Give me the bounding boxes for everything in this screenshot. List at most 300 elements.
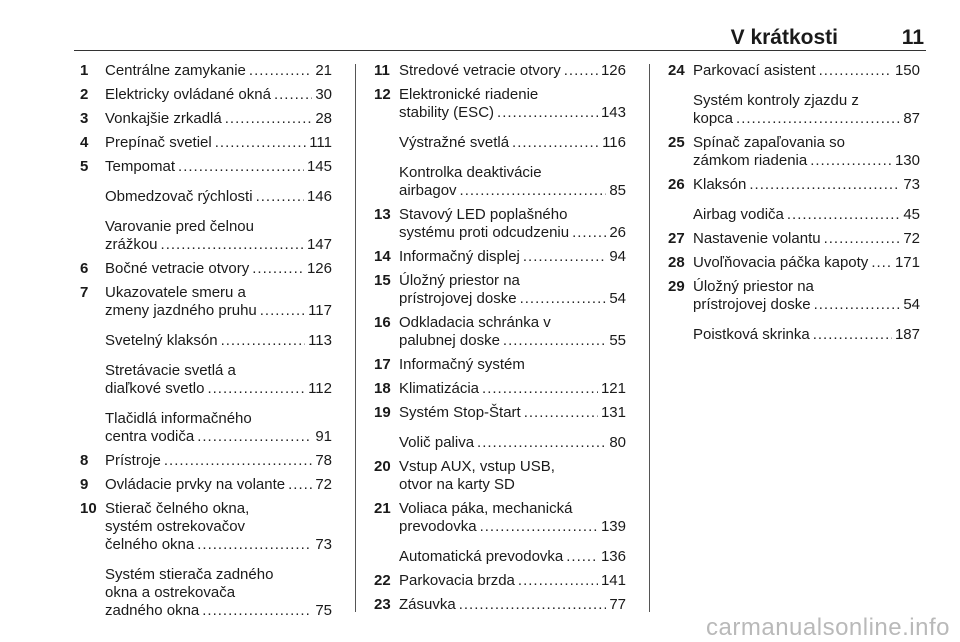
page-number: 11: [901, 26, 924, 49]
entry-text: [693, 206, 920, 224]
entry-text: [693, 326, 920, 344]
item-number: 13: [374, 206, 391, 223]
entry-text: [105, 86, 332, 104]
entry-label-line: Vstup AUX, vstup USB,: [399, 458, 555, 475]
entry-text: [399, 380, 626, 398]
entry-last-line: [693, 152, 920, 170]
index-entry: [80, 158, 332, 176]
index-entry: [374, 134, 626, 152]
entry-last-line: [399, 134, 626, 152]
entry-text: [105, 260, 332, 278]
dot-leader: [566, 548, 598, 566]
page-reference: 145: [306, 158, 332, 175]
entry-label-line: Systém stierača zadného: [105, 566, 274, 583]
dot-leader: [810, 152, 892, 170]
page-reference: 126: [306, 260, 332, 277]
entry-label: Automatická prevodovka: [399, 548, 564, 565]
entry-last-line: [399, 596, 626, 614]
dot-leader: [460, 182, 607, 200]
item-number: 25: [668, 134, 685, 151]
page-reference: 55: [609, 332, 626, 349]
entry-text: [105, 476, 332, 494]
page-reference: 54: [903, 296, 920, 313]
index-entry: [80, 476, 332, 494]
item-number: [80, 362, 105, 398]
dot-leader: [459, 596, 607, 614]
entry-label-line: Stierač čelného okna,: [105, 500, 250, 517]
item-number: [668, 206, 693, 224]
entry-last-line: [399, 224, 626, 242]
entry-text: [105, 110, 332, 128]
page-reference: 121: [600, 380, 626, 397]
dot-leader: [164, 452, 312, 470]
dot-leader: [819, 62, 892, 80]
page-reference: 187: [894, 326, 920, 343]
page-header: [74, 22, 926, 51]
entry-last-line: [105, 86, 332, 104]
entry-label: stability (ESC): [399, 104, 495, 121]
item-number: [374, 548, 399, 566]
entry-last-line: [105, 536, 332, 554]
index-entry: [668, 278, 920, 314]
index-entry: [374, 164, 626, 200]
index-entry: [374, 86, 626, 122]
entry-last-line: [399, 518, 626, 536]
page-reference: 26: [609, 224, 626, 241]
entry-label: systému proti odcudzeniu: [399, 224, 570, 241]
entry-label-line: Systém kontroly zjazdu z: [693, 92, 859, 109]
page-reference: 126: [600, 62, 626, 79]
page-reference: 87: [903, 110, 920, 127]
index-entry: [374, 500, 626, 536]
entry-text: [399, 248, 626, 266]
dot-leader: [197, 536, 312, 554]
page-reference: 136: [600, 548, 626, 565]
entry-last-line: [399, 572, 626, 590]
item-number: 4: [80, 134, 89, 151]
item-number: [668, 92, 693, 128]
item-number: 26: [668, 176, 685, 193]
entry-last-line: [105, 476, 332, 494]
entry-label: zmeny jazdného pruhu: [105, 302, 257, 319]
index-entry: [374, 356, 626, 374]
dot-leader: [197, 428, 312, 446]
page-reference: 73: [903, 176, 920, 193]
dot-leader: [824, 230, 901, 248]
page-reference: 150: [894, 62, 920, 79]
entry-last-line: [693, 206, 920, 224]
entry-last-line: [693, 176, 920, 194]
entry-text: [399, 434, 626, 452]
page-reference: 91: [315, 428, 332, 445]
entry-last-line: [399, 62, 626, 80]
index-entry: [80, 500, 332, 554]
item-number: 8: [80, 452, 89, 469]
entry-text: [399, 500, 626, 536]
entry-label-line: Stretávacie svetlá a: [105, 362, 236, 379]
entry-text: [399, 548, 626, 566]
page-reference: 131: [600, 404, 626, 421]
index-entry: [668, 134, 920, 170]
page-reference: 112: [308, 380, 332, 397]
entry-label: palubnej doske: [399, 332, 500, 349]
page-reference: 77: [609, 596, 626, 613]
item-number: [80, 566, 105, 620]
dot-leader: [480, 518, 598, 536]
dot-leader: [252, 260, 304, 278]
dot-leader: [512, 134, 599, 152]
index-entry: [80, 110, 332, 128]
entry-text: [105, 62, 332, 80]
entry-last-line: [105, 302, 332, 320]
dot-leader: [749, 176, 900, 194]
entry-last-line: [693, 62, 920, 80]
page-reference: 143: [600, 104, 626, 121]
entry-text: [105, 362, 332, 398]
entry-label: Tempomat: [105, 158, 176, 175]
page-reference: 117: [308, 302, 332, 319]
entry-label: Nastavenie volantu: [693, 230, 821, 247]
entry-label: Uvoľňovacia páčka kapoty: [693, 254, 869, 271]
page-reference: 45: [903, 206, 920, 223]
page-reference: 80: [609, 434, 626, 451]
entry-label: otvor na karty SD: [399, 476, 515, 493]
dot-leader: [249, 62, 312, 80]
dot-leader: [256, 188, 304, 206]
index-entry: [374, 434, 626, 452]
item-number: 14: [374, 248, 391, 265]
page-reference: 85: [609, 182, 626, 199]
entry-last-line: [105, 62, 332, 80]
entry-text: [693, 176, 920, 194]
entry-label: Volič paliva: [399, 434, 475, 451]
entry-label: prístrojovej doske: [693, 296, 811, 313]
entry-text: [105, 188, 332, 206]
entry-last-line: [105, 602, 332, 620]
dot-leader: [813, 326, 892, 344]
dot-leader: [207, 380, 305, 398]
index-entry: [374, 380, 626, 398]
index-entry: [374, 548, 626, 566]
entry-text: [105, 284, 332, 320]
entry-label: Poistková skrinka: [693, 326, 810, 343]
index-entry: [80, 134, 332, 152]
dot-leader: [482, 380, 598, 398]
entry-label: Informačný systém: [399, 356, 525, 373]
dot-leader: [202, 602, 312, 620]
entry-text: [399, 572, 626, 590]
index-entry: [668, 230, 920, 248]
entry-text: [399, 314, 626, 350]
item-number: 2: [80, 86, 89, 103]
entry-text: [399, 272, 626, 308]
page-reference: 72: [315, 476, 332, 493]
index-entry: [80, 452, 332, 470]
entry-text: [399, 164, 626, 200]
index-entry: [80, 86, 332, 104]
page-reference: 30: [315, 86, 332, 103]
item-number: 12: [374, 86, 391, 103]
index-entry: [80, 362, 332, 398]
entry-label: Svetelný klaksón: [105, 332, 218, 349]
entry-label: prevodovka: [399, 518, 477, 535]
entry-text: [693, 230, 920, 248]
dot-leader: [215, 134, 306, 152]
index-entry: [374, 596, 626, 614]
entry-label: Obmedzovač rýchlosti: [105, 188, 253, 205]
entry-last-line: [693, 230, 920, 248]
entry-last-line: [105, 260, 332, 278]
item-number: 6: [80, 260, 89, 277]
item-number: 22: [374, 572, 391, 589]
entry-text: [693, 134, 920, 170]
entry-last-line: [105, 110, 332, 128]
entry-text: [105, 500, 332, 554]
dot-leader: [288, 476, 312, 494]
entry-label: Klimatizácia: [399, 380, 480, 397]
entry-label: Airbag vodiča: [693, 206, 784, 223]
entry-label: Bočné vetracie otvory: [105, 260, 250, 277]
entry-label: Prepínač svetiel: [105, 134, 212, 151]
item-number: [668, 326, 693, 344]
item-number: 17: [374, 356, 391, 373]
entry-last-line: [105, 134, 332, 152]
page-reference: 147: [306, 236, 332, 253]
page-reference: 146: [306, 188, 332, 205]
index-entry: [80, 218, 332, 254]
item-number: [80, 218, 105, 254]
entry-last-line: [399, 356, 626, 374]
item-number: [80, 332, 105, 350]
page-reference: 141: [600, 572, 626, 589]
entry-last-line: [399, 104, 626, 122]
index-entry: [374, 62, 626, 80]
entry-text: [399, 404, 626, 422]
item-number: 23: [374, 596, 391, 613]
entry-last-line: [399, 548, 626, 566]
entry-label-line: systém ostrekovačov: [105, 518, 246, 535]
entry-label: airbagov: [399, 182, 457, 199]
index-entry: [374, 458, 626, 494]
entry-last-line: [105, 380, 332, 398]
index-entry: [374, 404, 626, 422]
entry-label: Systém Stop-Štart: [399, 404, 521, 421]
entry-label-line: Spínač zapaľovania so: [693, 134, 845, 151]
item-number: [374, 164, 399, 200]
entry-label: kopca: [693, 110, 734, 127]
index-entry: [668, 206, 920, 224]
toc-column-2: [374, 62, 626, 620]
item-number: 19: [374, 404, 391, 421]
item-number: [80, 188, 105, 206]
entry-label: Ovládacie prvky na volante: [105, 476, 286, 493]
entry-text: [105, 410, 332, 446]
dot-leader: [161, 236, 304, 254]
entry-text: [105, 158, 332, 176]
entry-last-line: [105, 158, 332, 176]
entry-last-line: [105, 332, 332, 350]
index-entry: [374, 272, 626, 308]
dot-leader: [260, 302, 305, 320]
index-entry: [668, 92, 920, 128]
index-entry: [80, 62, 332, 80]
column-divider: [649, 64, 650, 612]
dot-leader: [871, 254, 892, 272]
item-number: 16: [374, 314, 391, 331]
page-reference: 94: [609, 248, 626, 265]
entry-last-line: [105, 236, 332, 254]
entry-text: [399, 62, 626, 80]
entry-last-line: [693, 254, 920, 272]
entry-label: Elektricky ovládané okná: [105, 86, 271, 103]
index-entry: [374, 206, 626, 242]
entry-label-line: Úložný priestor na: [399, 272, 520, 289]
entry-last-line: [105, 452, 332, 470]
index-entry: [80, 566, 332, 620]
dot-leader: [814, 296, 901, 314]
entry-label: Informačný displej: [399, 248, 520, 265]
page-reference: 171: [894, 254, 920, 271]
page-reference: 111: [309, 134, 332, 151]
item-number: [374, 134, 399, 152]
column-divider: [355, 64, 356, 612]
entry-last-line: [399, 248, 626, 266]
index-entry: [668, 254, 920, 272]
entry-text: [105, 452, 332, 470]
entry-last-line: [693, 110, 920, 128]
entry-text: [693, 278, 920, 314]
item-number: [374, 434, 399, 452]
index-entry: [668, 62, 920, 80]
entry-last-line: [399, 380, 626, 398]
item-number: 18: [374, 380, 391, 397]
entry-label-line: Úložný priestor na: [693, 278, 814, 295]
entry-last-line: [399, 404, 626, 422]
index-entry: [668, 176, 920, 194]
dot-leader: [787, 206, 900, 224]
entry-label-line: Odkladacia schránka v: [399, 314, 551, 331]
item-number: 3: [80, 110, 89, 127]
page-reference: 116: [602, 134, 626, 151]
page-reference: 139: [600, 518, 626, 535]
dot-leader: [524, 404, 598, 422]
watermark: carmanualsonline.info: [706, 614, 950, 641]
page-reference: 72: [903, 230, 920, 247]
entry-label-line: Voliaca páka, mechanická: [399, 500, 573, 517]
entry-text: [399, 596, 626, 614]
entry-last-line: [399, 182, 626, 200]
entry-label: zrážkou: [105, 236, 158, 253]
entry-label-line: Kontrolka deaktivácie: [399, 164, 542, 181]
page-reference: 54: [609, 290, 626, 307]
item-number: 28: [668, 254, 685, 271]
entry-text: [693, 254, 920, 272]
entry-last-line: [399, 434, 626, 452]
index-entry: [80, 260, 332, 278]
index-entry: [80, 188, 332, 206]
entry-text: [693, 92, 920, 128]
entry-label: Klaksón: [693, 176, 747, 193]
entry-text: [399, 86, 626, 122]
dot-leader: [225, 110, 313, 128]
page-reference: 73: [315, 536, 332, 553]
dot-leader: [221, 332, 306, 350]
entry-label-line: Stavový LED poplašného: [399, 206, 568, 223]
entry-label: Výstražné svetlá: [399, 134, 510, 151]
entry-text: [105, 134, 332, 152]
page-reference: 75: [315, 602, 332, 619]
entry-label: Parkovacia brzda: [399, 572, 515, 589]
item-number: 24: [668, 62, 685, 79]
item-number: 27: [668, 230, 685, 247]
entry-label-line: Ukazovatele smeru a: [105, 284, 246, 301]
item-number: 7: [80, 284, 89, 301]
index-entry: [80, 332, 332, 350]
entry-last-line: [105, 188, 332, 206]
toc-column-1: [80, 62, 332, 626]
entry-label: Zásuvka: [399, 596, 456, 613]
entry-text: [105, 332, 332, 350]
item-number: 5: [80, 158, 89, 175]
item-number: 15: [374, 272, 391, 289]
dot-leader: [477, 434, 606, 452]
page-title: V krátkosti: [730, 26, 838, 49]
dot-leader: [520, 290, 607, 308]
entry-last-line: [399, 332, 626, 350]
entry-label-line: okna a ostrekovača: [105, 584, 236, 601]
page-reference: 130: [894, 152, 920, 169]
page-reference: 28: [315, 110, 332, 127]
entry-last-line: [399, 290, 626, 308]
item-number: 9: [80, 476, 89, 493]
dot-leader: [518, 572, 598, 590]
item-number: 29: [668, 278, 685, 295]
entry-label: zadného okna: [105, 602, 200, 619]
dot-leader: [274, 86, 312, 104]
dot-leader: [503, 332, 606, 350]
entry-label-line: Tlačidlá informačného: [105, 410, 252, 427]
dot-leader: [564, 62, 598, 80]
dot-leader: [736, 110, 900, 128]
index-entry: [668, 326, 920, 344]
item-number: 1: [80, 62, 89, 79]
item-number: 21: [374, 500, 391, 517]
entry-text: [399, 206, 626, 242]
entry-label: prístrojovej doske: [399, 290, 517, 307]
entry-last-line: [399, 476, 626, 494]
entry-label: Parkovací asistent: [693, 62, 816, 79]
entry-label: zámkom riadenia: [693, 152, 808, 169]
entry-label: Prístroje: [105, 452, 161, 469]
entry-last-line: [693, 296, 920, 314]
dot-leader: [523, 248, 606, 266]
page-reference: 78: [315, 452, 332, 469]
entry-label: diaľkové svetlo: [105, 380, 205, 397]
entry-text: [399, 134, 626, 152]
item-number: 11: [374, 62, 390, 79]
entry-label: Stredové vetracie otvory: [399, 62, 561, 79]
item-number: 20: [374, 458, 391, 475]
index-entry: [374, 248, 626, 266]
dot-leader: [497, 104, 598, 122]
entry-text: [399, 356, 626, 374]
entry-label: Vonkajšie zrkadlá: [105, 110, 222, 127]
entry-text: [399, 458, 626, 494]
index-entry: [374, 572, 626, 590]
entry-text: [105, 566, 332, 620]
entry-label: Centrálne zamykanie: [105, 62, 246, 79]
entry-last-line: [105, 428, 332, 446]
